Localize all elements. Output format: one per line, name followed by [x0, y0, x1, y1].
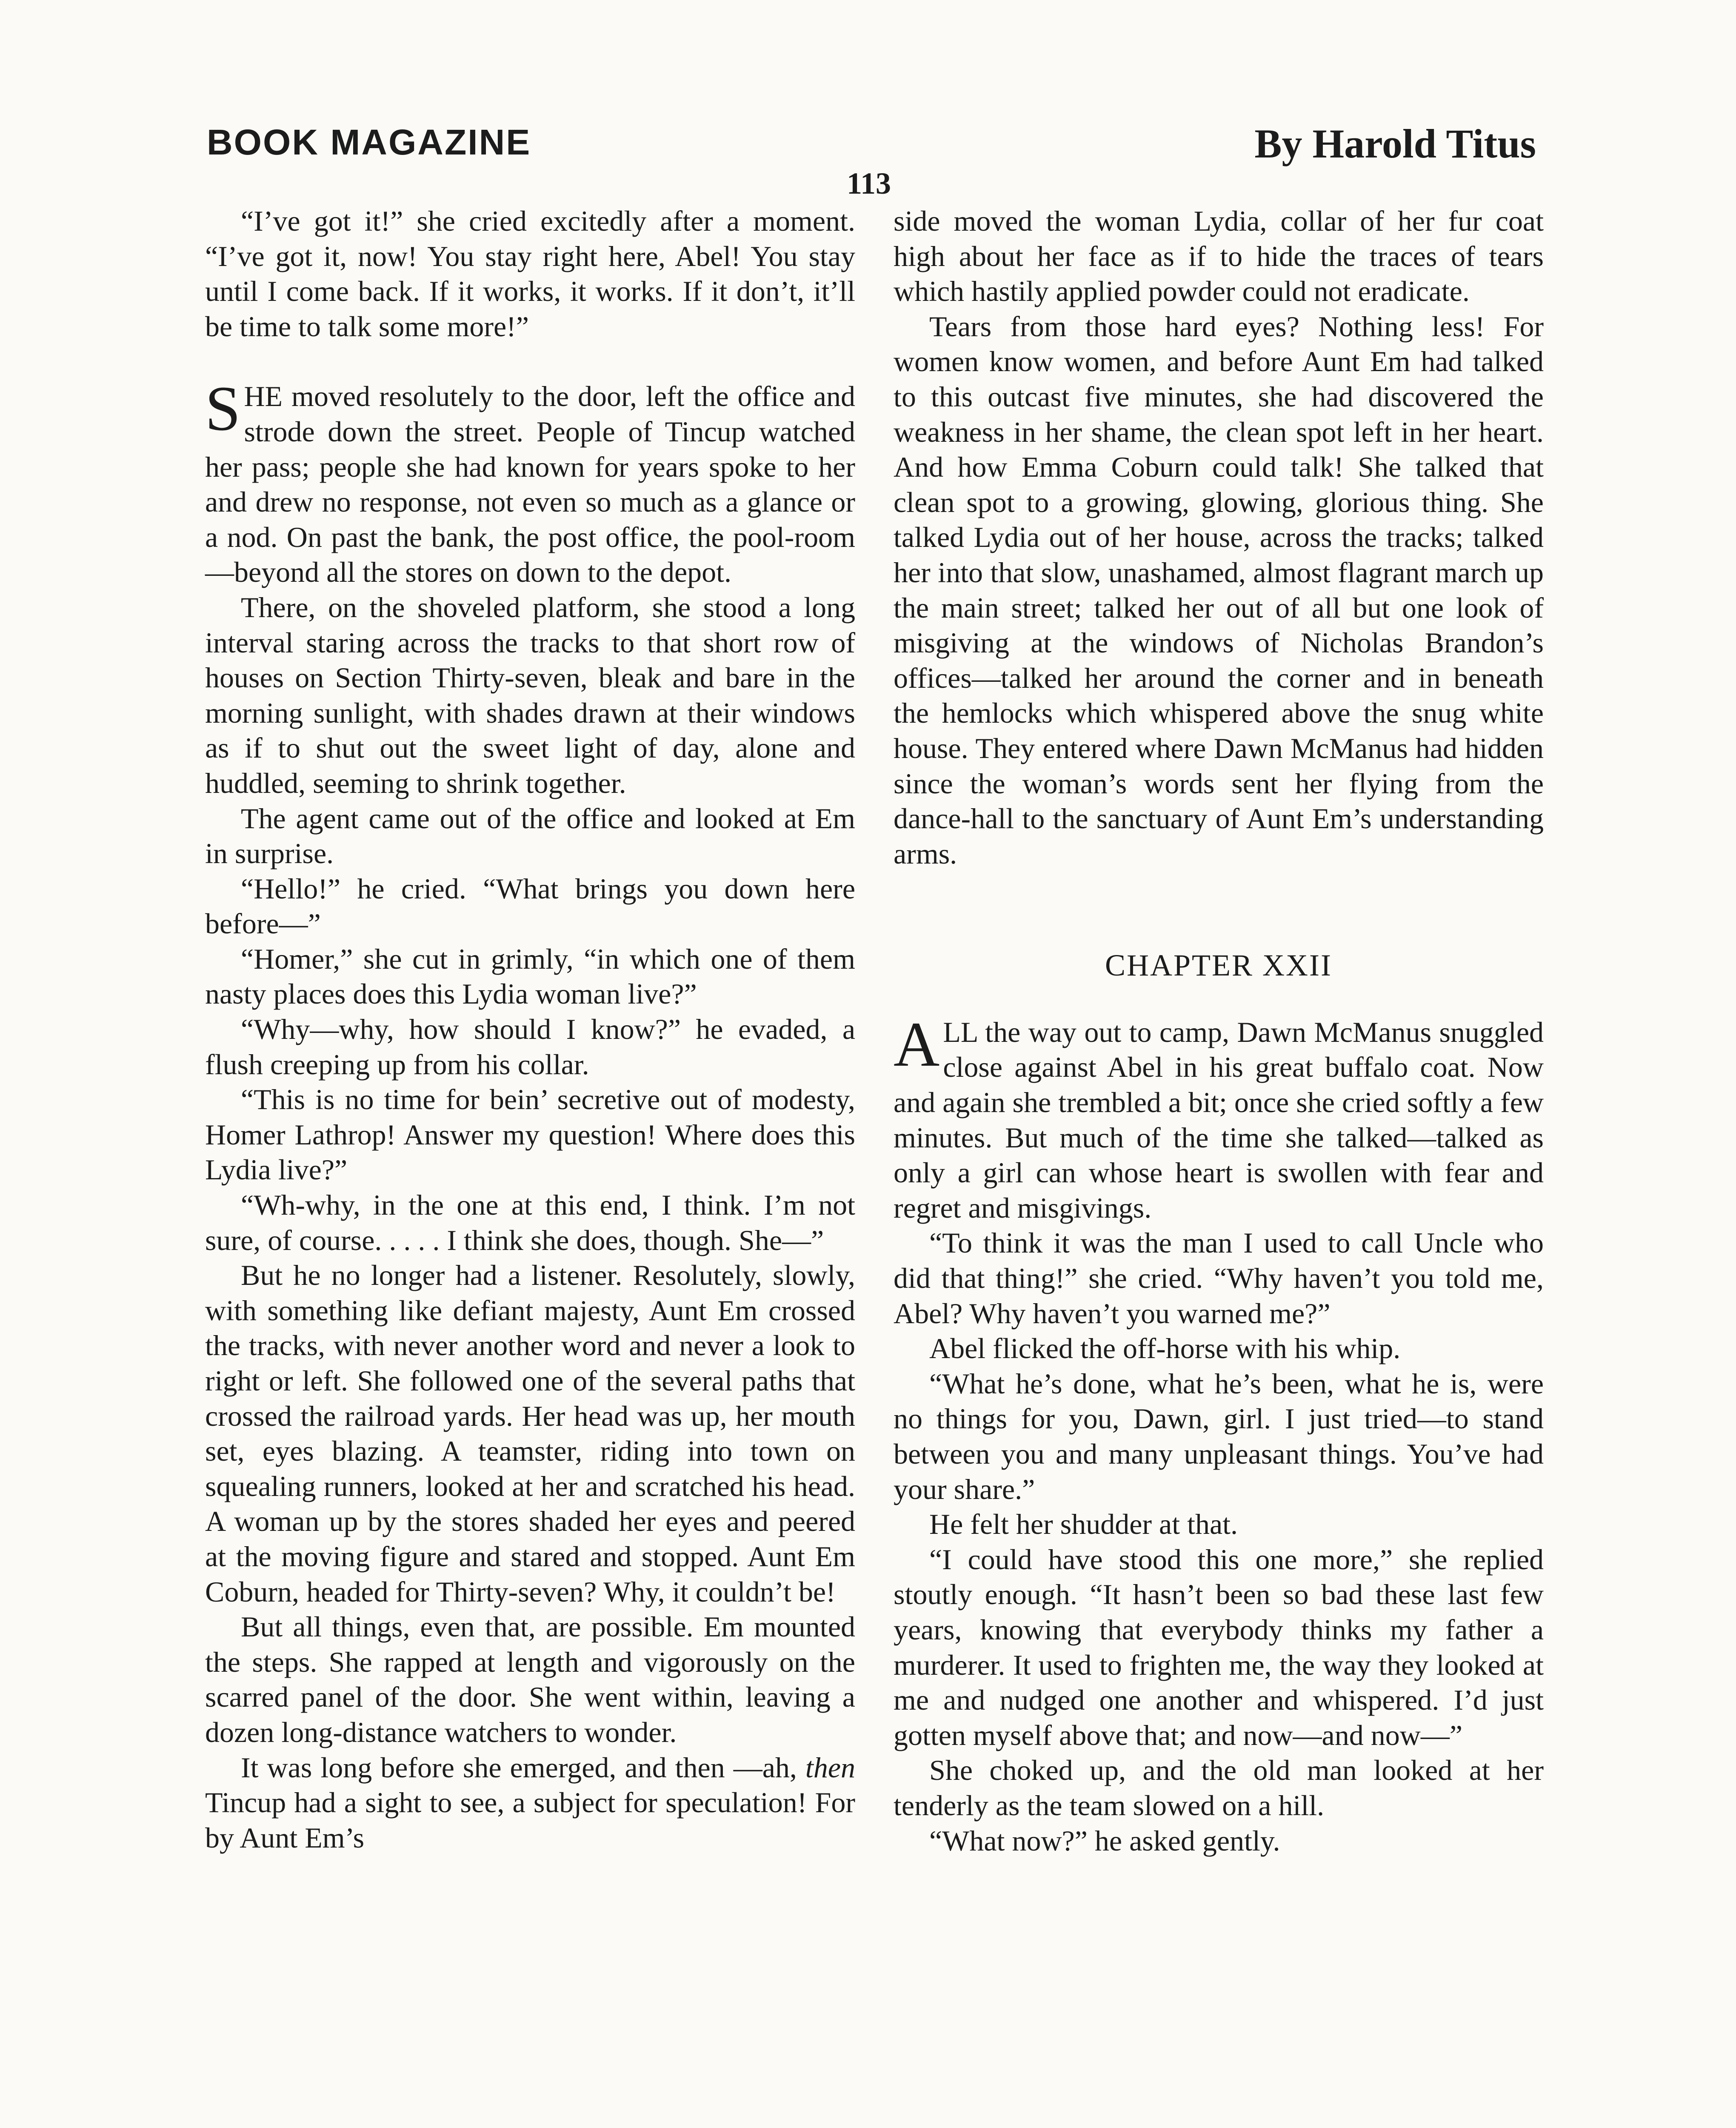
emphasized-word: then [805, 1751, 855, 1784]
paragraph-text: LL the way out to camp, Dawn McManus snuggled close against Abel in his great buffalo coat. Now and again she trembled a bit; once she cried softly a few minutes. But much of the time she talked—talked as only a girl can whose heart is swollen with fear and regret and misgivings. [894, 1015, 1544, 1224]
paragraph: “This is no time for bein’ secretive out of modesty, Homer Lathrop! Answer my question! Where does this Lydia live?” [205, 1083, 855, 1186]
drop-cap: A [894, 1009, 940, 1080]
paragraph: “What now?” he asked gently. [929, 1824, 1280, 1857]
paragraph-text: It was long before she emerged, and then —ah, [241, 1751, 805, 1784]
paragraph: “To think it was the man I used to call Uncle who did that thing!” she cried. “Why haven’t you told me, Abel? Why haven’t you warned me?” [894, 1227, 1544, 1330]
paragraph: Tears from those hard eyes? Nothing less! For women know women, and before Aunt Em had talked to this outcast five minutes, she had discovered the weakness in her shame, the clean spot left in her heart. And how Emma Coburn could talk! She talked that clean spot to a growing, glowing, glorious thing. She talked Lydia out of her house, across the tracks; talked her into that slow, unashamed, almost flagrant march up the main street; talked her out of all but one look of misgiving at the windows of Nicholas Brandon’s offices—talked her around the corner and in beneath the hemlocks which whispered above the snug white house. They entered where Dawn McManus had hidden since the woman’s words sent her flying from the dance-hall to the sanctuary of Aunt Em’s understanding arms. [894, 310, 1544, 870]
magazine-title: BOOK MAGAZINE [207, 122, 531, 162]
paragraph: He felt her shudder at that. [929, 1508, 1238, 1541]
paragraph: side moved the woman Lydia, collar of her fur coat high about her face as if to hide the traces of tears which hastily applied powder could not eradicate. [894, 205, 1544, 308]
paragraph-dropcap [205, 373, 855, 590]
drop-cap: S [205, 373, 241, 444]
paragraph: “Why—why, how should I know?” he evaded, a flush creeping up from his collar. [205, 1013, 855, 1081]
paragraph: Abel flicked the off-horse with his whip. [929, 1332, 1401, 1365]
chapter-heading: CHAPTER XXII [1105, 948, 1332, 983]
paragraph: “Wh-why, in the one at this end, I think. I’m not sure, of course. . . . . I think she does, though. She—” [205, 1189, 855, 1256]
paragraph: But he no longer had a listener. Resolutely, slowly, with something like defiant majesty, Aunt Em crossed the tracks, with never another word and never a look to right or left. She followed one of the several paths that crossed the railroad yards. Her head was up, her mouth set, eyes blazing. A teamster, riding into town on squealing runners, looked at her and scratched his head. A woman up by the stores shaded her eyes and peered at the moving figure and stared and stopped. Aunt Em Coburn, headed for Thirty-seven? Why, it couldn’t be! [205, 1259, 855, 1608]
paragraph: “Hello!” he cried. “What brings you down here before—” [205, 872, 855, 940]
paragraph: “What he’s done, what he’s been, what he is, were no things for you, Dawn, girl. I just tried—to stand between you and many unpleasant things. You’ve had your share.” [894, 1367, 1544, 1505]
paragraph-text: Tincup had a sight to see, a subject for speculation! For by Aunt Em’s [205, 1786, 855, 1854]
paragraph-text: HE moved resolutely to the door, left the office and strode down the street. People of Tincup watched her pass; people she had known for years spoke to her and drew no response, not even so much as a glance or a nod. On past the bank, the post office, the pool-room—beyond all the stores on down to the depot. [205, 380, 855, 589]
author-byline: By Harold Titus [1254, 121, 1536, 166]
left-column [205, 203, 855, 1855]
paragraph: “Homer,” she cut in grimly, “in which one of them nasty places does this Lydia woman live?” [205, 942, 855, 1010]
page-number: 113 [847, 166, 891, 200]
section-break [205, 344, 855, 379]
paragraph: “I could have stood this one more,” she replied stoutly enough. “It hasn’t been so bad these last few years, knowing that everybody thinks my father a murderer. It used to frighten me, the way they looked at me and nudged one another and whispered. I’d just gotten myself above that; and now—and now—” [894, 1543, 1544, 1751]
paragraph [205, 1750, 855, 1856]
section-break [894, 871, 1544, 948]
paragraph: She choked up, and the old man looked at her tenderly as the team slowed on a hill. [894, 1754, 1544, 1822]
paragraph: But all things, even that, are possible. Em mounted the steps. She rapped at length and vigorously on the scarred panel of the door. She went within, leaving a dozen long-distance watchers to wonder. [205, 1610, 855, 1748]
paragraph: There, on the shoveled platform, she stood a long interval staring across the tracks to that short row of houses on Section Thirty-seven, bleak and bare in the morning sunlight, with shades drawn at their windows as if to shut out the sweet light of day, alone and huddled, seeming to shrink together. [205, 591, 855, 799]
paragraph: The agent came out of the office and looked at Em in surprise. [205, 802, 855, 870]
paragraph: “I’ve got it!” she cried excitedly after a moment. “I’ve got it, now! You stay right here, Abel! You stay until I come back. If it works, it works. If it don’t, it’ll be time to talk some more!” [205, 205, 855, 343]
paragraph-dropcap [894, 1009, 1544, 1226]
right-column [894, 203, 1544, 1858]
